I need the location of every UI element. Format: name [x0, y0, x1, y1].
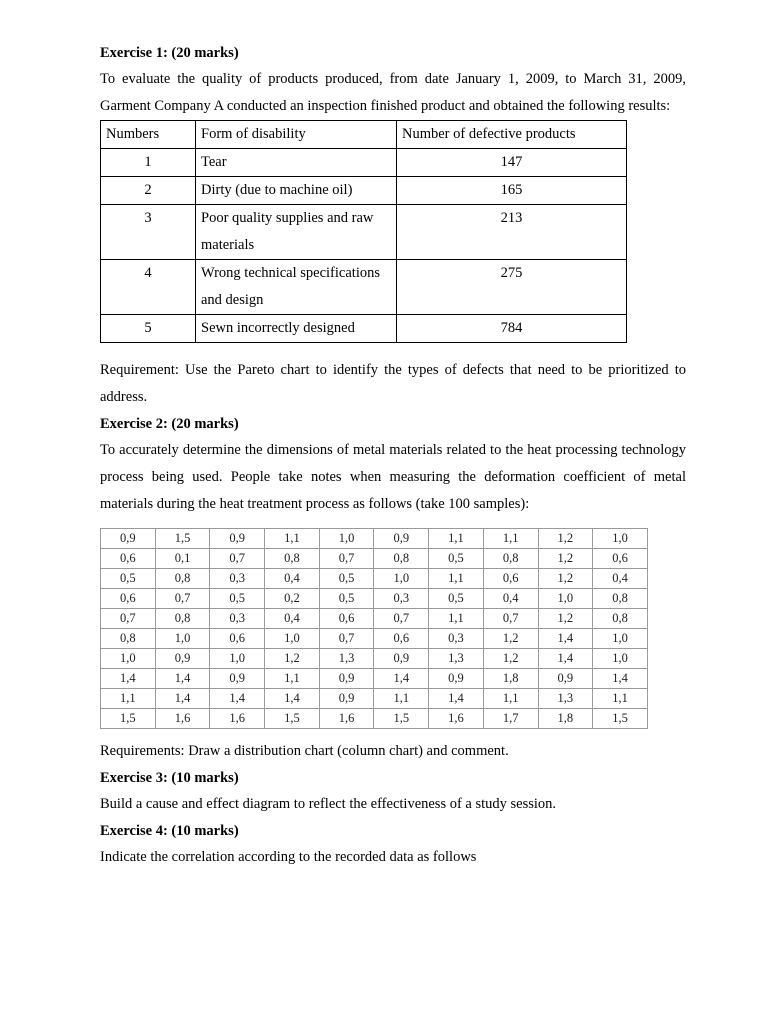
exercise-4-text: Indicate the correlation according to the recorded data as follows [100, 849, 477, 865]
grid-cell: 0,7 [319, 629, 374, 649]
grid-cell: 1,1 [429, 569, 484, 589]
grid-cell: 1,2 [538, 569, 593, 589]
row-count: 213 [397, 205, 627, 260]
grid-cell: 1,1 [429, 529, 484, 549]
row-number: 1 [101, 149, 196, 177]
grid-cell: 0,9 [374, 649, 429, 669]
grid-cell: 0,9 [319, 689, 374, 709]
grid-row [101, 629, 648, 649]
grid-cell: 0,5 [319, 569, 374, 589]
exercise-2-intro: To accurately determine the dimensions of metal materials related to the heat processing technology process being used. People take notes when measuring the deformation coefficient of metal materials during the heat treatment process as follows (take 100 samples): [100, 442, 686, 512]
grid-cell: 1,4 [593, 669, 648, 689]
table-row [101, 205, 627, 260]
grid-cell: 1,2 [538, 609, 593, 629]
grid-cell: 0,9 [538, 669, 593, 689]
grid-cell: 1,7 [483, 709, 538, 729]
grid-cell: 1,6 [319, 709, 374, 729]
grid-cell: 1,4 [210, 689, 265, 709]
grid-cell: 0,3 [210, 569, 265, 589]
grid-cell: 0,9 [210, 669, 265, 689]
grid-row [101, 589, 648, 609]
grid-cell: 0,8 [155, 609, 210, 629]
row-number: 3 [101, 205, 196, 260]
exercise-1-requirement: Requirement: Use the Pareto chart to identify the types of defects that need to be prioritized to address. [100, 362, 686, 405]
row-form: Sewn incorrectly designed [196, 315, 397, 343]
grid-cell: 0,5 [429, 549, 484, 569]
grid-row [101, 649, 648, 669]
grid-cell: 0,8 [593, 589, 648, 609]
grid-cell: 1,0 [593, 629, 648, 649]
grid-cell: 1,1 [429, 609, 484, 629]
grid-cell: 0,4 [265, 609, 320, 629]
grid-cell: 0,7 [101, 609, 156, 629]
grid-cell: 1,0 [538, 589, 593, 609]
table-header-row [101, 121, 627, 149]
defects-table [100, 120, 627, 343]
grid-cell: 0,8 [155, 569, 210, 589]
grid-cell: 0,5 [101, 569, 156, 589]
grid-cell: 1,5 [593, 709, 648, 729]
grid-cell: 1,4 [155, 669, 210, 689]
grid-cell: 1,6 [155, 709, 210, 729]
grid-cell: 1,1 [483, 529, 538, 549]
grid-cell: 1,0 [593, 649, 648, 669]
row-count: 147 [397, 149, 627, 177]
grid-cell: 0,3 [210, 609, 265, 629]
grid-cell: 1,4 [155, 689, 210, 709]
grid-cell: 0,8 [593, 609, 648, 629]
deformation-data-table [100, 528, 648, 729]
grid-cell: 0,6 [319, 609, 374, 629]
grid-cell: 0,6 [593, 549, 648, 569]
row-count: 784 [397, 315, 627, 343]
grid-cell: 0,6 [483, 569, 538, 589]
grid-cell: 1,6 [429, 709, 484, 729]
grid-cell: 1,4 [374, 669, 429, 689]
grid-cell: 1,4 [265, 689, 320, 709]
row-form: Dirty (due to machine oil) [196, 177, 397, 205]
grid-cell: 0,3 [374, 589, 429, 609]
grid-cell: 0,3 [429, 629, 484, 649]
table-row [101, 177, 627, 205]
grid-cell: 1,0 [210, 649, 265, 669]
grid-cell: 0,7 [210, 549, 265, 569]
grid-cell: 0,4 [265, 569, 320, 589]
grid-cell: 1,5 [101, 709, 156, 729]
grid-cell: 1,0 [593, 529, 648, 549]
grid-cell: 0,4 [483, 589, 538, 609]
grid-cell: 1,3 [429, 649, 484, 669]
grid-cell: 1,2 [538, 549, 593, 569]
grid-cell: 0,6 [101, 589, 156, 609]
exercise-3-title: Exercise 3: (10 marks) [100, 770, 239, 786]
grid-cell: 0,5 [319, 589, 374, 609]
grid-cell: 1,4 [101, 669, 156, 689]
exercise-1-title: Exercise 1: (20 marks) [100, 45, 239, 61]
grid-cell: 1,1 [101, 689, 156, 709]
grid-cell: 1,6 [210, 709, 265, 729]
grid-cell: 0,9 [101, 529, 156, 549]
grid-cell: 0,7 [374, 609, 429, 629]
grid-cell: 0,9 [155, 649, 210, 669]
grid-cell: 1,8 [538, 709, 593, 729]
grid-row [101, 709, 648, 729]
grid-cell: 0,8 [265, 549, 320, 569]
grid-cell: 1,0 [101, 649, 156, 669]
grid-cell: 1,5 [374, 709, 429, 729]
grid-row [101, 529, 648, 549]
row-number: 2 [101, 177, 196, 205]
grid-cell: 0,9 [374, 529, 429, 549]
grid-row [101, 609, 648, 629]
exercise-3-text: Build a cause and effect diagram to reflect the effectiveness of a study session. [100, 796, 557, 812]
row-form: Poor quality supplies and raw materials [196, 205, 397, 260]
grid-cell: 0,8 [483, 549, 538, 569]
header-numbers: Numbers [101, 121, 196, 149]
row-number: 4 [101, 260, 196, 315]
grid-cell: 0,8 [101, 629, 156, 649]
row-form: Wrong technical specifications and design [196, 260, 397, 315]
grid-cell: 0,9 [210, 529, 265, 549]
grid-cell: 0,1 [155, 549, 210, 569]
grid-cell: 1,1 [374, 689, 429, 709]
grid-cell: 0,4 [593, 569, 648, 589]
grid-cell: 0,8 [374, 549, 429, 569]
grid-cell: 1,1 [593, 689, 648, 709]
exercise-4-title: Exercise 4: (10 marks) [100, 823, 239, 839]
grid-cell: 0,9 [319, 669, 374, 689]
grid-cell: 1,5 [265, 709, 320, 729]
grid-cell: 0,5 [429, 589, 484, 609]
grid-cell: 0,6 [374, 629, 429, 649]
grid-cell: 1,4 [538, 629, 593, 649]
row-count: 165 [397, 177, 627, 205]
grid-cell: 0,7 [483, 609, 538, 629]
grid-cell: 1,2 [265, 649, 320, 669]
table-row [101, 315, 627, 343]
grid-cell: 0,2 [265, 589, 320, 609]
grid-cell: 1,2 [538, 529, 593, 549]
grid-cell: 1,1 [265, 669, 320, 689]
grid-row [101, 569, 648, 589]
grid-cell: 0,6 [101, 549, 156, 569]
grid-cell: 0,5 [210, 589, 265, 609]
grid-cell: 1,1 [265, 529, 320, 549]
grid-cell: 1,2 [483, 629, 538, 649]
grid-cell: 1,3 [319, 649, 374, 669]
grid-cell: 1,0 [374, 569, 429, 589]
document-page [100, 40, 686, 871]
row-count: 275 [397, 260, 627, 315]
table-row [101, 149, 627, 177]
grid-row [101, 689, 648, 709]
header-form: Form of disability [196, 121, 397, 149]
grid-row [101, 549, 648, 569]
grid-cell: 1,2 [483, 649, 538, 669]
grid-cell: 1,0 [155, 629, 210, 649]
grid-row [101, 669, 648, 689]
exercise-1-intro: To evaluate the quality of products produced, from date January 1, 2009, to March 31, 2009, Garment Company A conducted an inspection finished product and obtained the following results: [100, 71, 686, 114]
header-count: Number of defective products [397, 121, 627, 149]
grid-cell: 1,8 [483, 669, 538, 689]
grid-cell: 0,6 [210, 629, 265, 649]
grid-cell: 1,1 [483, 689, 538, 709]
grid-cell: 0,7 [155, 589, 210, 609]
grid-cell: 1,4 [538, 649, 593, 669]
table-row [101, 260, 627, 315]
grid-cell: 1,0 [319, 529, 374, 549]
grid-cell: 1,5 [155, 529, 210, 549]
exercise-2-requirement: Requirements: Draw a distribution chart (column chart) and comment. [100, 743, 509, 759]
grid-cell: 0,9 [429, 669, 484, 689]
grid-cell: 1,4 [429, 689, 484, 709]
row-number: 5 [101, 315, 196, 343]
row-form: Tear [196, 149, 397, 177]
grid-cell: 1,0 [265, 629, 320, 649]
grid-cell: 0,7 [319, 549, 374, 569]
grid-cell: 1,3 [538, 689, 593, 709]
exercise-2-title: Exercise 2: (20 marks) [100, 416, 239, 432]
